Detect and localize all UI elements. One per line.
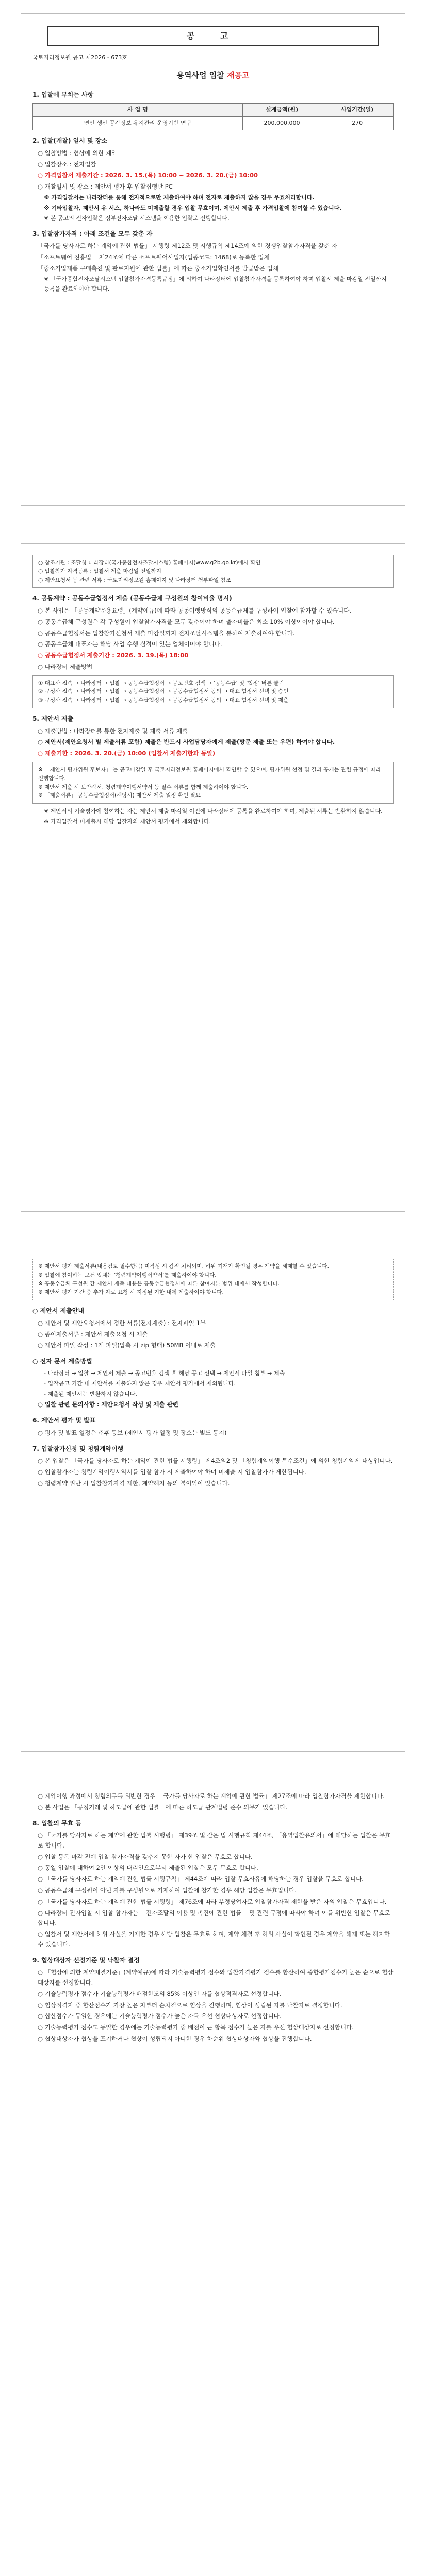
list-item: - 입찰공고 기간 내 제안서를 제출하지 않은 경우 제안서 평가에서 제외됩니다. [44,1380,236,1387]
step-line: ① 대표사 접속 → 나라장터 → 입찰 → 공동수급협정서 → 공고번호 검색 → '공동수급' 및 '협정' 버튼 클릭 [38,680,284,686]
electronic-submission-heading: ○ 전자 문서 제출방법 [32,1358,92,1365]
list-item: ○ 기술능력평가 점수도 동일한 경우에는 기술능력평가 중 배점이 큰 항목 점수가 높은 자를 우선 협상대상자로 선정합니다. [38,2024,354,2031]
notice-page-5 [21,2571,405,2576]
list-item: ○ 입찰참가자는 청렴계약이행서약서를 입찰 참가 시 제출하여야 하며 미제출 시 입찰참가가 제한됩니다. [38,1468,306,1476]
notice-title: 공 고 [47,26,379,46]
list-item: ○ 가격입찰서 제출기간 : 2026. 3. 15.(목) 10:00 ~ 2026. 3. 20.(금) 10:00 [38,172,258,179]
list-item: 「국가를 당사자로 하는 계약에 관한 법률」 시행령 제12조 및 시행규칙 제14조에 의한 경쟁입찰참가자격을 갖춘 자 [38,242,338,250]
project-amount-cell: 200,000,000 [242,117,321,130]
list-item: - 나라장터 → 입찰 → 제안서 제출 → 공고번호 검색 후 해당 공고 선택 → 제안서 파일 첨부 → 제출 [44,1369,285,1377]
project-days-cell: 270 [321,117,394,130]
list-item: ○ 「협상에 의한 계약체결기준」(계약예규)에 따라 기술능력평가 점수와 입찰가격평가 점수를 합산하여 종합평가점수가 높은 순으로 협상대상자를 선정합니다. [38,1969,394,1986]
submission-guide-heading: ○ 제안서 제출안내 [32,1307,84,1315]
section-4-heading: 4. 공동계약 : 공동수급협정서 제출 (공동수급체 구성원의 참여비율 명시) [32,595,232,602]
step-line: ③ 구성사 접속 → 나라장터 → 입찰 → 공동수급협정서 → 공동수급협정서 동의 → 대표 협정서 선택 및 제출 [38,697,289,704]
list-item: ○ 제출방법 : 나라장터를 통한 전자제출 및 제출 서류 제출 [38,727,188,735]
list-item: ○ 공동수급협정서는 입찰참가신청서 제출 마감일까지 전자조달시스템을 통하여 제출하여야 합니다. [38,629,295,637]
table-header: 설계금액(원) [242,104,321,117]
list-item: ○ 「국가를 당사자로 하는 계약에 관한 법률 시행령」 제76조에 따라 부정당업자로 입찰참가자격 제한을 받은 자의 입찰은 무효입니다. [38,1897,387,1905]
list-item: ○ 공동수급체 대표자는 해당 사업 수행 실적이 있는 업체이어야 합니다. [38,640,222,648]
list-item: ○ 제안서 및 제안요청서에서 정한 서류(전자제출) : 전자파일 1부 [38,1319,206,1327]
document-title-prefix: 용역사업 입찰 [176,70,227,80]
list-item: ○ 평가 및 발표 일정은 추후 통보 (제안서 평가 일정 및 장소는 별도 통지) [38,1429,227,1436]
list-item: ○ 동일 입찰에 대하여 2인 이상의 대리인으로부터 제출된 입찰은 모두 무효로 합니다. [38,1864,258,1872]
list-item: ○ 개찰일시 및 장소 : 제안서 평가 후 입찰집행관 PC [38,183,173,191]
reference-notebox [32,555,394,588]
note-line: ※ 제안서 평가 기간 중 추가 자료 요청 시 지정된 기한 내에 제출하여야 합니다. [38,1289,224,1296]
list-item: ○ 「국가를 당사자로 하는 계약에 관한 법률 시행령」 제39조 및 같은 법 시행규칙 제44조, 「용역입찰유의서」에 해당하는 입찰은 무효로 합니다. [38,1832,391,1849]
document-title [32,69,394,82]
note-text: ※ 「국가종합전자조달시스템 입찰참가자격등록규정」에 의하여 나라장터에 입찰참가자격을 등록하여야 하며 입찰서 제출 마감일 전일까지 등록을 완료하여야 합니다. [44,276,387,293]
list-item: ○ 입찰장소 : 전자입찰 [38,160,96,168]
note-line: ※ 「제출서류」 공동수급협정서(해당시) 제안서 제출 일정 확인 필요 [38,792,201,799]
list-item: ○ 공동수급협정서 제출기간 : 2026. 3. 19.(목) 18:00 [38,652,189,659]
list-item: ○ 입찰방법 : 협상에 의한 계약 [38,149,118,157]
notice-page-3 [21,1247,405,1752]
list-item: ※ 본 공고의 전자입찰은 정부전자조달 시스템을 이용한 입찰로 진행합니다. [44,214,230,222]
note-line: ※ 공동수급체 구성원 간 제안서 제출 내용은 공동수급협정서에 따른 참여지분 범위 내에서 작성합니다. [38,1280,280,1287]
list-item: ○ 제안서 파일 작성 : 1개 파일(압축 시 zip 형태) 50MB 이내로 제출 [38,1342,216,1349]
section-1-heading: 1. 입찰에 부치는 사항 [32,91,94,98]
section-9-heading: 9. 협상대상자 선정기준 및 낙찰자 결정 [32,1956,140,1964]
section-5-heading: 5. 제안서 제출 [32,715,74,722]
list-item: ※ 기타입찰자, 제안서 유 서스, 하나라도 미제출할 경우 입찰 무효이며, 제안서 제출 후 가격입찰에 참여할 수 있습니다. [44,204,342,211]
list-item: - 제출된 제안서는 반환하지 않습니다. [44,1390,137,1397]
section-7-heading: 7. 입찰참가신청 및 청렴계약이행 [32,1445,124,1452]
list-item: ○ 공동수급체 구성원이 아닌 자를 구성원으로 기재하여 입찰에 참가한 경우 해당 입찰은 무효입니다. [38,1886,297,1894]
note-line: ○ 입찰참가 자격등록 : 입찰서 제출 마감일 전일까지 [38,568,161,574]
list-item: ○ 청렴계약 위반 시 입찰참가자격 제한, 계약해지 등의 불이익이 있습니다. [38,1479,230,1487]
list-item: ○ 나라장터 전자입찰 시 입찰 참가자는 「전자조달의 이용 및 촉진에 관한 법률」 및 관련 규정에 따라야 하며 이를 위반한 입찰은 무효로 합니다. [38,1909,390,1927]
list-item: ○ 종이제출서류 : 제안서 제출요청 시 제출 [38,1330,148,1338]
notice-page-4 [21,1782,405,2544]
steps-notebox [32,675,394,708]
list-item: ○ 계약이행 과정에서 청렴의무를 위반한 경우 「국가를 당사자로 하는 계약에 관한 법률」 제27조에 따라 입찰참가자격을 제한합니다. [38,1792,385,1800]
project-table [32,103,394,130]
note-text: ※ 가격입찰서 미제출시 해당 입찰자의 제안서 평가에서 제외합니다. [44,818,211,825]
note-line: ※ 「제안서 평가위원 후보자」 는 공고마감일 후 국토지리정보원 홈페이지에서 확인할 수 있으며, 평가위원 선정 및 결과 공개는 관련 규정에 따라 진행합니다. [38,766,381,782]
section-3-heading: 3. 입찰참가자격 : 아래 조건을 모두 갖춘 자 [32,230,153,238]
notice-page-2 [21,543,405,1212]
step-line: ② 구성사 접속 → 나라장터 → 입찰 → 공동수급협정서 → 공동수급협정서 동의 → 대표 협정서 선택 및 승인 [38,688,289,695]
table-row [33,117,394,130]
note-text: ※ 제안서의 기술평가에 참여하는 자는 제안서 제출 마감일 이전에 나라장터에 등록을 완료하여야 하며, 제출된 서류는 반환하지 않습니다. [44,808,383,815]
list-item: ○ 공동수급체 구성원은 각 구성원이 입찰참가자격을 모두 갖추어야 하며 출자비율은 최소 10% 이상이어야 합니다. [38,618,335,625]
list-item: ※ 가격입찰서는 나라장터를 통해 전자적으로만 제출하여야 하며 전자로 제출하지 않을 경우 무효처리합니다. [44,194,315,201]
notice-number: 국토지리정보원 공고 제2026 - 673호 [32,54,127,61]
list-item: ○ 협상대상자가 협상을 포기하거나 협상이 성립되지 아니한 경우 차순위 협상대상자와 협상을 진행합니다. [38,2035,312,2042]
section-6-heading: 6. 제안서 평가 및 발표 [32,1417,96,1425]
list-item: ○ 「국가를 당사자로 하는 계약에 관한 법률 시행규칙」 제44조에 따라 입찰 무효사유에 해당하는 경우 입찰을 무효로 합니다. [38,1875,364,1883]
list-item: ○ 본 사업은 「공동계약운용요령」(계약예규)에 따라 공동이행방식의 공동수급체를 구성하여 입찰에 참가할 수 있습니다. [38,607,351,615]
list-item: ○ 본 사업은 「공정거래 및 하도급에 관한 법률」에 따른 하도급 관계법령 준수 의무가 있습니다. [38,1803,288,1811]
list-item: 「소프트웨어 진흥법」 제24조에 따른 소프트웨어사업자(업종코드: 1468)로 등록한 업체 [38,253,270,261]
section-2-heading: 2. 입찰(개찰) 일시 및 장소 [32,137,107,145]
list-item: ○ 제출기한 : 2026. 3. 20.(금) 10:00 (입찰서 제출기한과 동일) [38,750,216,757]
notice-page-1 [21,13,405,506]
note-line: ○ 참조기관 : 조달청 나라장터(국가종합전자조달시스템) 홈페이지(www.g2b.go.kr)에서 확인 [38,560,261,566]
list-item: ○ 기술능력평가 점수가 기술능력평가 배점한도의 85% 이상인 자를 협상적격자로 선정합니다. [38,1990,282,1997]
list-item: ○ 제안서(제안요청서 별 제출서류 포함) 제출은 반드시 사업담당자에게 제출(방문 제출 또는 우편) 하여야 합니다. [38,738,335,746]
list-item: ○ 입찰서 및 제안서에 허위 사실을 기재한 경우 해당 입찰은 무효로 하며, 계약 체결 후 허위 사실이 확인된 경우 계약을 해제 또는 해지할 수 있습니다. [38,1930,390,1948]
evaluation-notebox [32,1259,394,1300]
list-item: ○ 협상적격자 중 합산점수가 가장 높은 자부터 순차적으로 협상을 진행하며, 협상이 성립된 자를 낙찰자로 결정합니다. [38,2001,342,2009]
table-header: 사 업 명 [33,104,243,117]
inquiry-line: ○ 입찰 관련 문의사항 : 제안요청서 작성 및 제출 관련 [38,1401,178,1409]
note-line: ※ 제안서 평가 제출서류(내용검토 필수항목) 미작성 시 감점 처리되며, 허위 기재가 확인될 경우 계약을 해제할 수 있습니다. [38,1263,329,1269]
document-title-reissue: 재공고 [226,70,250,80]
project-name-cell: 연안 생산 공간정보 유지관리 운영기반 연구 [33,117,243,130]
table-header: 사업기간(일) [321,104,394,117]
note-line: ○ 제안요청서 등 관련 서류 : 국토지리정보원 홈페이지 및 나라장터 첨부파일 참조 [38,577,231,583]
list-item: ○ 본 입찰은 「국가를 당사자로 하는 계약에 관한 법률 시행령」 제4조의2 및 「청렴계약이행 특수조건」에 의한 청렴계약제 대상입니다. [38,1457,393,1465]
list-item: ○ 합산점수가 동일한 경우에는 기술능력평가 점수가 높은 자를 우선 협상대상자로 선정합니다. [38,2012,282,2020]
section-8-heading: 8. 입찰의 무효 등 [32,1819,81,1827]
note-line: ※ 제안서 제출 시 보안각서, 청렴계약이행서약서 등 필수 서류를 함께 제출하여야 합니다. [38,784,249,790]
list-item: ○ 나라장터 제출방법 [38,663,93,670]
submission-notebox [32,762,394,804]
list-item: ○ 입찰 등록 마감 전에 입찰 참가자격을 갖추지 못한 자가 한 입찰은 무효로 합니다. [38,1853,253,1860]
list-item: 「중소기업제품 구매촉진 및 판로지원에 관한 법률」에 따른 중소기업확인서를 발급받은 업체 [38,264,278,272]
note-line: ※ 입찰에 참여하는 모든 업체는 '청렴계약이행서약서'를 제출하여야 합니다. [38,1272,217,1278]
